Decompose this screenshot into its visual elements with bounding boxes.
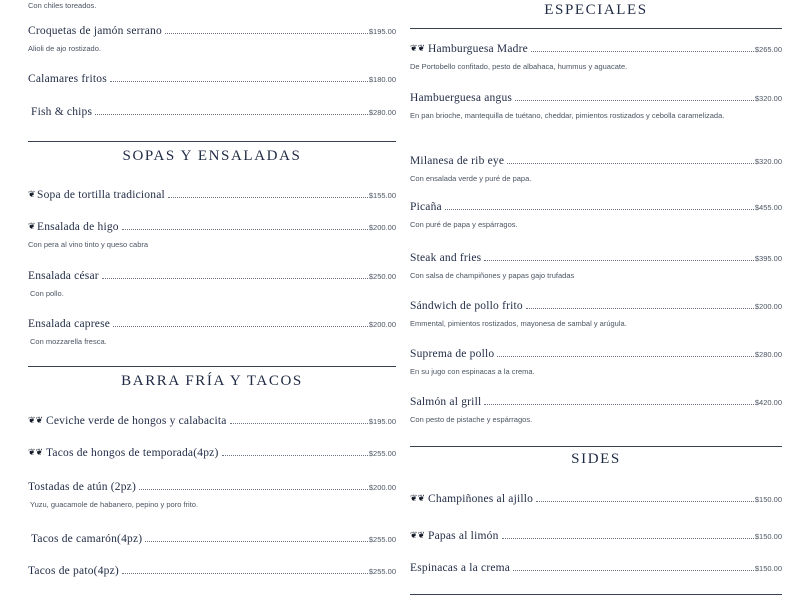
item-description: De Portobello confitado, pesto de albahaca, hummus y aguacate. (410, 62, 628, 71)
section-header-sides: SIDES (571, 451, 621, 467)
dotted-leader (484, 404, 754, 405)
item-price: $200.00 (368, 483, 396, 492)
item-price: $150.00 (754, 564, 782, 573)
item-name: Salmón al grill (410, 396, 482, 408)
menu-item (28, 447, 396, 459)
double-leaf-icon: ❦❦ (28, 415, 44, 425)
dotted-leader (502, 538, 754, 539)
menu-item (410, 396, 782, 425)
menu-item (28, 25, 396, 54)
menu-item (31, 533, 396, 545)
item-price: $395.00 (754, 254, 782, 263)
dotted-leader (113, 326, 368, 327)
item-price: $255.00 (368, 449, 396, 458)
section-header-barra: BARRA FRÍA Y TACOS (121, 373, 303, 389)
item-price: $150.00 (754, 532, 782, 541)
item-name: Tacos de pato(4pz) (28, 565, 119, 577)
item-name: Ensalada de higo (37, 221, 119, 233)
section-header-sopas: SOPAS Y ENSALADAS (122, 148, 302, 164)
menu-item (410, 252, 782, 281)
section-divider (410, 594, 782, 595)
item-price: $320.00 (754, 157, 782, 166)
dotted-leader (222, 455, 368, 456)
item-price: $255.00 (368, 535, 396, 544)
menu-item (410, 530, 782, 542)
item-price: $155.00 (368, 191, 396, 200)
item-description: En su jugo con espinacas a la crema. (410, 367, 535, 376)
menu-item (410, 300, 782, 329)
dotted-leader (513, 570, 754, 571)
dotted-leader (445, 209, 754, 210)
item-name: Tostadas de atún (2pz) (28, 481, 137, 493)
dotted-leader (526, 308, 754, 309)
dotted-leader (531, 51, 754, 52)
item-name: Espinacas a la crema (410, 562, 511, 574)
leaf-icon: ❦ (28, 189, 36, 199)
item-price: $180.00 (368, 75, 396, 84)
dotted-leader (515, 100, 754, 101)
item-price: $200.00 (754, 302, 782, 311)
menu-item (28, 318, 396, 347)
item-description: Con chiles toreados. (28, 1, 97, 10)
item-price: $200.00 (368, 320, 396, 329)
menu-item (28, 189, 396, 201)
item-name: Hambuerguesa angus (410, 92, 513, 104)
dotted-leader (165, 33, 368, 34)
item-name: Croquetas de jamón serrano (28, 25, 162, 37)
dotted-leader (102, 278, 368, 279)
section-divider (410, 28, 782, 29)
section-divider (28, 141, 396, 142)
item-price: $280.00 (368, 108, 396, 117)
item-name: Ensalada caprese (28, 318, 111, 330)
double-leaf-icon: ❦❦ (28, 447, 44, 457)
section-divider (410, 446, 782, 447)
dotted-leader (122, 573, 368, 574)
item-description: Con puré de papa y espárragos. (410, 220, 518, 229)
menu-item (31, 106, 396, 118)
item-description: Con mozzarella fresca. (30, 337, 107, 346)
item-name: Ceviche verde de hongos y calabacita (46, 415, 227, 427)
item-description: En pan brioche, mantequilla de tuétano, cheddar, pimientos rostizados y cebolla caramelizada. (410, 111, 725, 120)
section-header-especiales: ESPECIALES (544, 2, 648, 18)
item-price: $280.00 (754, 350, 782, 359)
item-price: $250.00 (368, 272, 396, 281)
item-price: $455.00 (754, 203, 782, 212)
leaf-icon: ❦ (28, 221, 36, 231)
item-price: $195.00 (368, 417, 396, 426)
double-leaf-icon: ❦❦ (410, 530, 426, 540)
item-name: Tacos de hongos de temporada(4pz) (46, 447, 219, 459)
item-name: Ensalada césar (28, 270, 99, 282)
dotted-leader (507, 163, 754, 164)
item-name: Suprema de pollo (410, 348, 495, 360)
dotted-leader (110, 81, 368, 82)
item-price: $150.00 (754, 495, 782, 504)
dotted-leader (168, 197, 368, 198)
item-price: $265.00 (754, 45, 782, 54)
item-name: Hamburguesa Madre (428, 43, 528, 55)
menu-item (410, 92, 782, 121)
menu-item (410, 43, 782, 72)
item-name: Sándwich de pollo frito (410, 300, 523, 312)
item-price: $420.00 (754, 398, 782, 407)
menu-item (410, 201, 782, 230)
menu-item (410, 493, 782, 505)
dotted-leader (122, 229, 368, 230)
menu-item (28, 221, 396, 250)
dotted-leader (145, 541, 368, 542)
double-leaf-icon: ❦❦ (410, 493, 426, 503)
double-leaf-icon: ❦❦ (410, 43, 426, 53)
menu-item (28, 270, 396, 299)
item-price: $200.00 (368, 223, 396, 232)
item-price: $195.00 (368, 27, 396, 36)
item-description: Con pollo. (30, 289, 64, 298)
item-description: Con salsa de champiñones y papas gajo trufadas (410, 271, 575, 280)
item-name: Steak and fries (410, 252, 482, 264)
item-description: Con pera al vino tinto y queso cabra (28, 240, 149, 249)
dotted-leader (484, 260, 754, 261)
item-name: Fish & chips (31, 106, 93, 118)
menu-item (28, 481, 396, 510)
menu-item (28, 73, 396, 85)
menu-item (410, 155, 782, 184)
item-name: Calamares fritos (28, 73, 107, 85)
dotted-leader (536, 501, 754, 502)
item-description: Con pesto de pistache y espárragos. (410, 415, 533, 424)
menu-item (28, 415, 396, 427)
menu-item (410, 348, 782, 377)
dotted-leader (497, 356, 754, 357)
item-name: Tacos de camarón(4pz) (31, 533, 143, 545)
item-description: Emmental, pimientos rostizados, mayonesa de sambal y arúgula. (410, 319, 627, 328)
item-name: Champiñones al ajillo (428, 493, 534, 505)
item-name: Sopa de tortilla tradicional (37, 189, 165, 201)
item-price: $320.00 (754, 94, 782, 103)
item-name: Milanesa de rib eye (410, 155, 505, 167)
item-description: Alioli de ajo rostizado. (28, 44, 101, 53)
item-price: $255.00 (368, 567, 396, 576)
item-name: Picaña (410, 201, 442, 213)
dotted-leader (139, 489, 368, 490)
dotted-leader (95, 114, 368, 115)
item-description: Con ensalada verde y puré de papa. (410, 174, 532, 183)
dotted-leader (230, 423, 368, 424)
item-name: Papas al limón (428, 530, 499, 542)
top-note (28, 0, 396, 11)
item-description: Yuzu, guacamole de habanero, pepino y poro frito. (30, 500, 199, 509)
menu-item (28, 565, 396, 577)
section-divider (28, 366, 396, 367)
menu-item (410, 562, 782, 574)
